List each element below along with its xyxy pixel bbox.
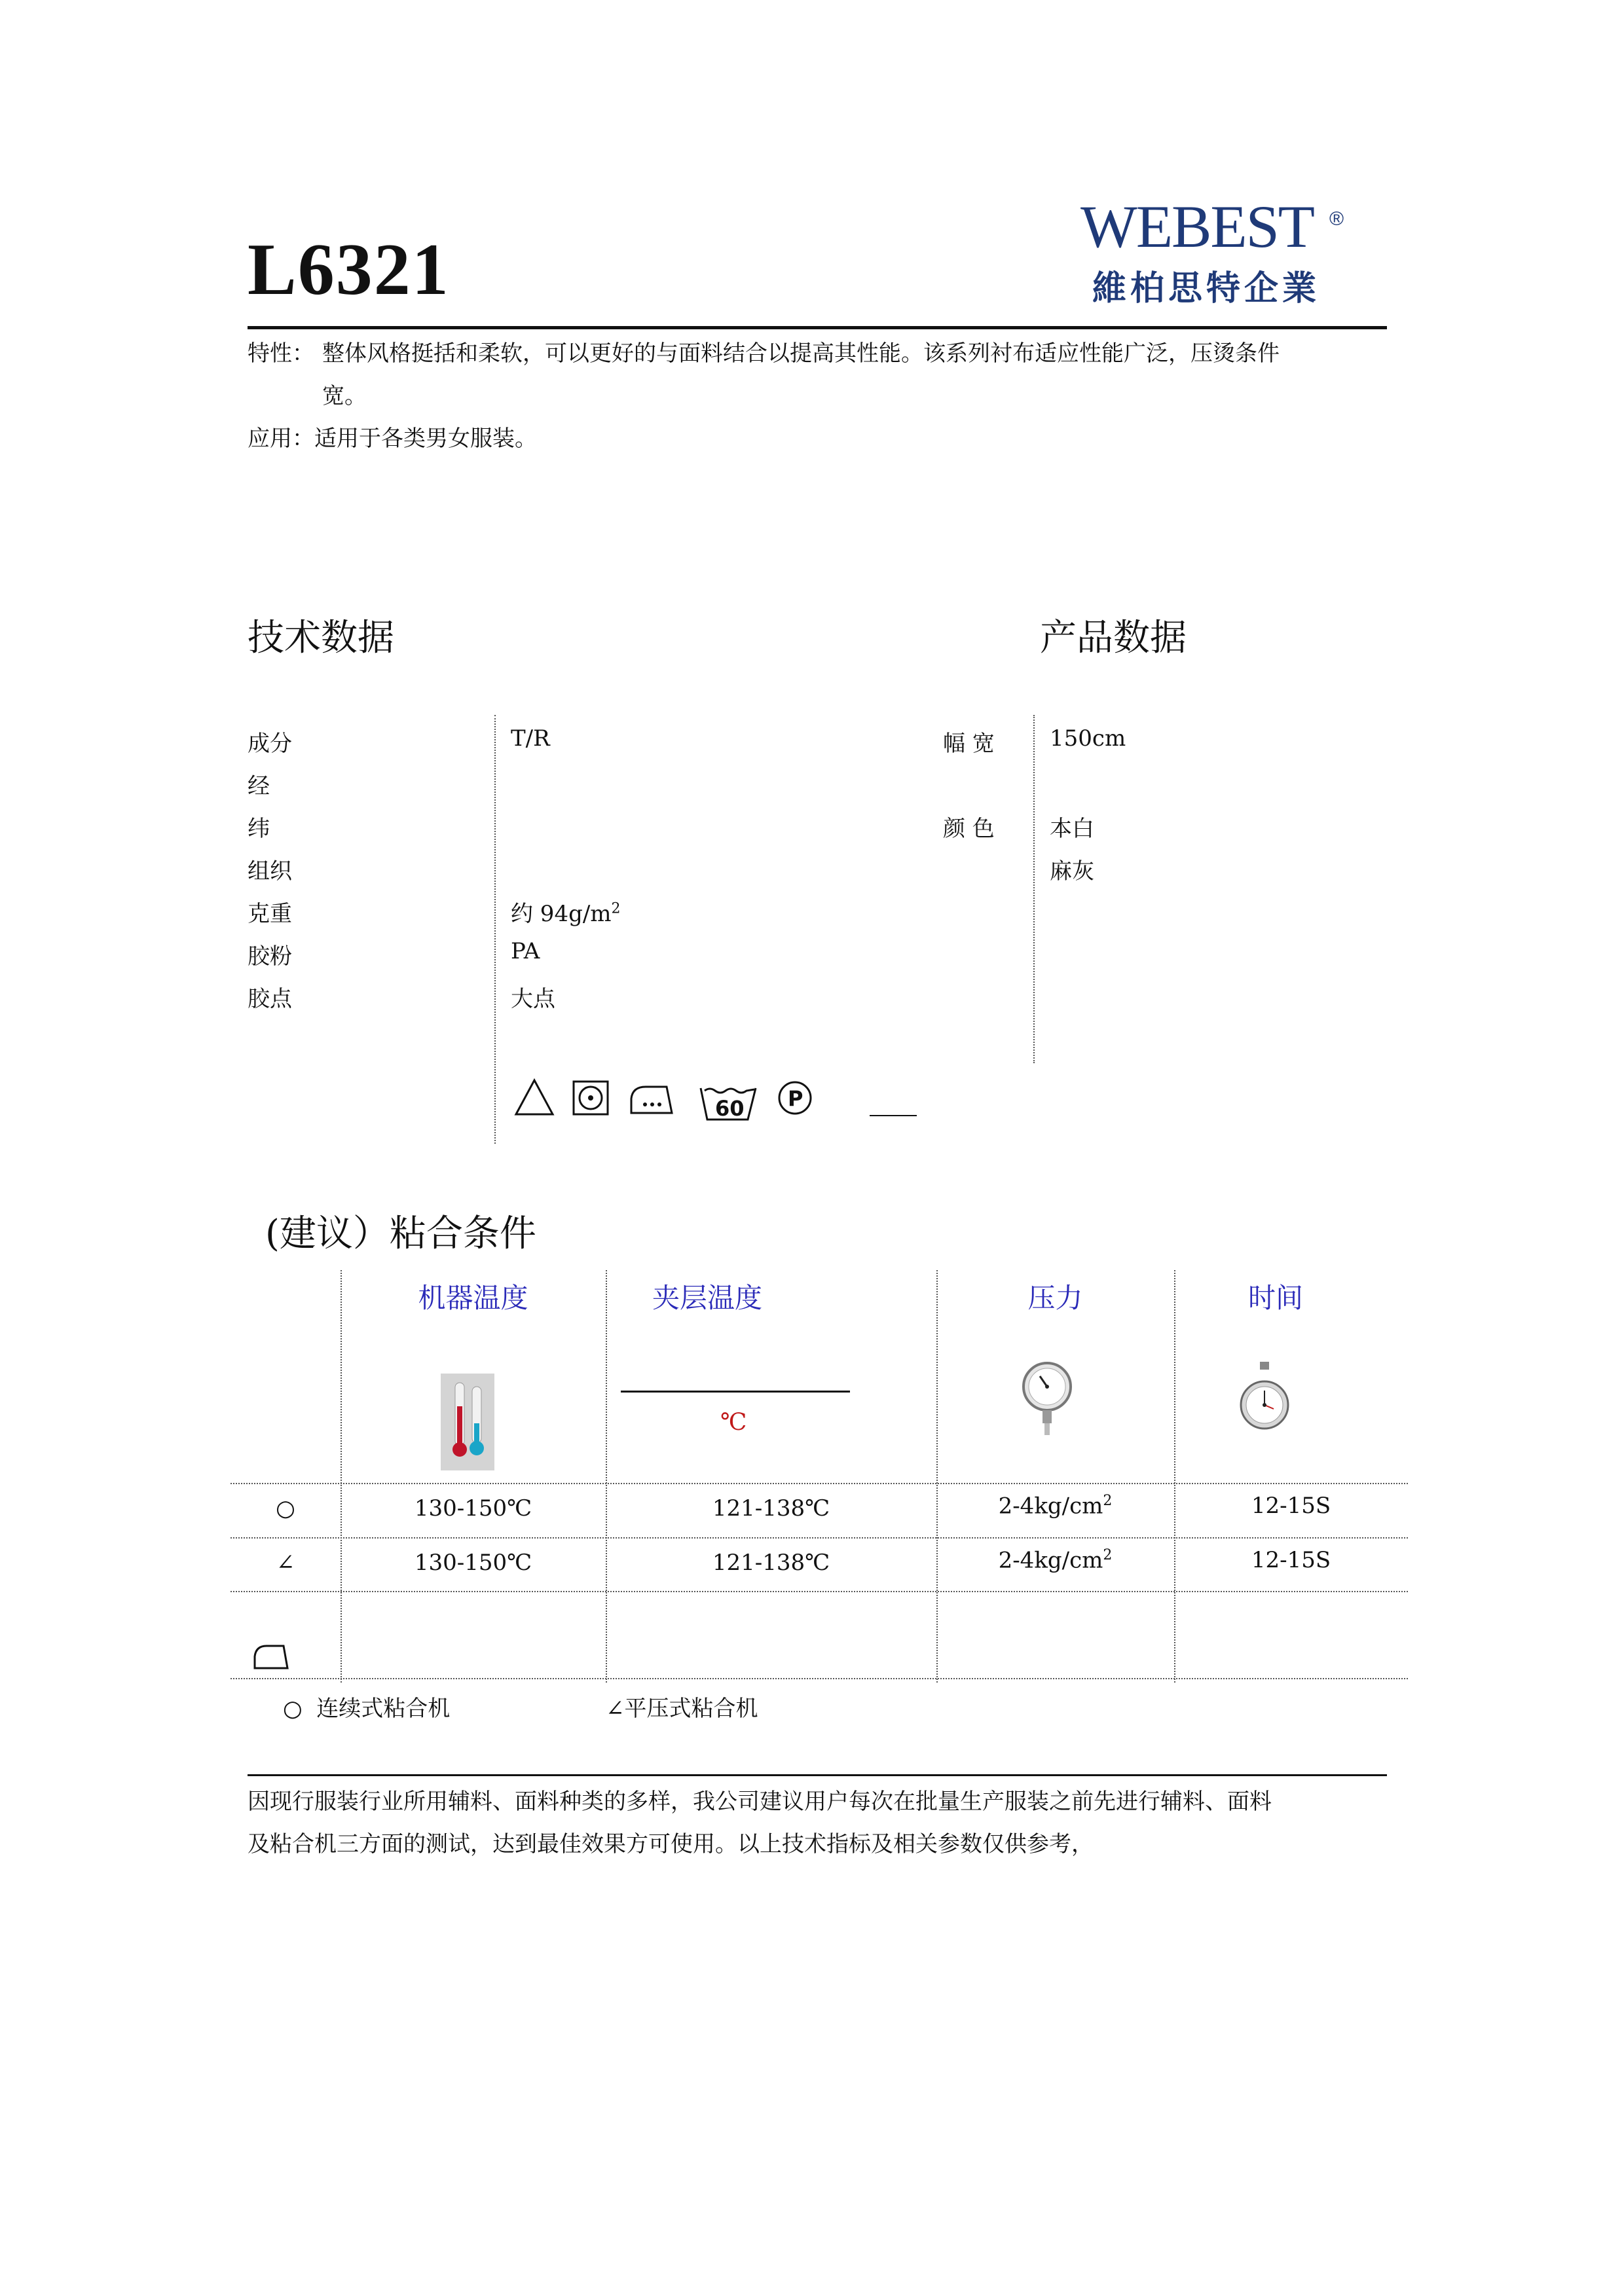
row-line-4	[231, 1678, 1408, 1679]
tumble-dry-icon	[574, 1082, 608, 1114]
tech-data-heading: 技术数据	[248, 617, 394, 659]
dryclean-p-icon	[779, 1082, 811, 1114]
row2-layer-temp: 121-138℃	[712, 1550, 830, 1576]
product-value-color-1: 本白	[1050, 816, 1094, 842]
product-value-color-2: 麻灰	[1050, 858, 1094, 884]
row1-machine-temp: 130-150℃	[414, 1495, 532, 1522]
thermometer-icon	[441, 1374, 494, 1470]
product-value-width: 150cm	[1050, 725, 1126, 752]
header-layer-temp: 夹层温度	[652, 1282, 762, 1314]
wash-60-icon	[701, 1088, 756, 1121]
col-divider-4	[1174, 1270, 1175, 1683]
press-iron-icon	[252, 1642, 290, 1672]
care-icons	[511, 1074, 917, 1126]
product-data-heading: 产品数据	[1040, 617, 1187, 659]
tech-label-warp: 经	[248, 773, 270, 799]
tech-label-dot: 胶点	[248, 986, 292, 1012]
registered-mark: ®	[1329, 208, 1344, 230]
header-time: 时间	[1247, 1282, 1303, 1314]
legend-flat-press: ∠平压式粘合机	[606, 1696, 758, 1722]
row2-machine-temp: 130-150℃	[414, 1550, 532, 1576]
tech-label-weft: 纬	[248, 816, 270, 842]
pressure-gauge-icon	[1022, 1359, 1073, 1438]
tech-label-weave: 组织	[248, 858, 292, 884]
feature-text-line1: 整体风格挺括和柔软，可以更好的与面料结合以提高其性能。该系列衬布适应性能广泛，压烫条件	[322, 340, 1280, 367]
application-text: 应用：适用于各类男女服装。	[248, 426, 537, 452]
tech-label-adhesive: 胶粉	[248, 943, 292, 970]
row-line-3	[231, 1591, 1408, 1592]
product-divider	[1033, 715, 1035, 1063]
row1-time: 12-15S	[1251, 1493, 1331, 1519]
iron-icon	[631, 1087, 672, 1113]
header-machine-temp: 机器温度	[418, 1282, 528, 1314]
layer-temp-unit: ℃	[720, 1409, 747, 1436]
tech-value-weight: 约 $94g/m^2$	[511, 900, 621, 927]
row-line-2	[231, 1537, 1408, 1539]
row2-mark: ∠	[276, 1550, 295, 1576]
row2-time: 12-15S	[1251, 1547, 1331, 1573]
bonding-heading: (建议）粘合条件	[265, 1212, 536, 1255]
svg-text:P: P	[788, 1086, 803, 1111]
tech-divider	[494, 715, 496, 1144]
header-pressure: 压力	[1027, 1282, 1083, 1314]
col-divider-1	[341, 1270, 342, 1683]
layer-temp-blank-line	[621, 1391, 850, 1393]
row1-layer-temp: 121-138℃	[712, 1495, 830, 1522]
feature-label: 特性：	[248, 340, 314, 367]
brand-logo-text: WEBEST	[1080, 193, 1314, 260]
tech-label-composition: 成分	[248, 731, 292, 757]
row1-mark: ○	[276, 1495, 295, 1522]
footer-note-line1: 因现行服装行业所用辅料、面料种类的多样，我公司建议用户每次在批量生产服装之前先进行辅料、面料	[248, 1789, 1272, 1815]
product-code: L6321	[248, 229, 450, 310]
footer-rule	[248, 1774, 1387, 1776]
stopwatch-icon	[1240, 1362, 1289, 1434]
footer-note-line2: 及粘合机三方面的测试，达到最佳效果方可使用。以上技术指标及相关参数仅供参考，	[248, 1831, 1094, 1857]
product-label-color: 颜 色	[943, 816, 995, 842]
tech-value-dot: 大点	[511, 986, 555, 1012]
col-divider-2	[606, 1270, 607, 1683]
product-label-width: 幅 宽	[943, 731, 995, 757]
legend-continuous: ○ 连续式粘合机	[283, 1696, 451, 1722]
header-rule	[248, 326, 1387, 329]
brand-chinese-name: 維柏思特企業	[1092, 269, 1321, 308]
tech-value-adhesive: PA	[511, 938, 540, 964]
row1-pressure: $2-4kg/cm^2$	[998, 1493, 1113, 1520]
col-divider-3	[936, 1270, 938, 1683]
row-line-1	[231, 1483, 1408, 1484]
row2-pressure: $2-4kg/cm^2$	[998, 1547, 1113, 1574]
tech-value-composition: T/R	[511, 725, 550, 752]
bleach-triangle-icon	[516, 1080, 553, 1114]
tech-label-weight: 克重	[248, 901, 292, 927]
svg-text:60: 60	[715, 1096, 745, 1121]
feature-text-line2: 宽。	[322, 383, 367, 409]
